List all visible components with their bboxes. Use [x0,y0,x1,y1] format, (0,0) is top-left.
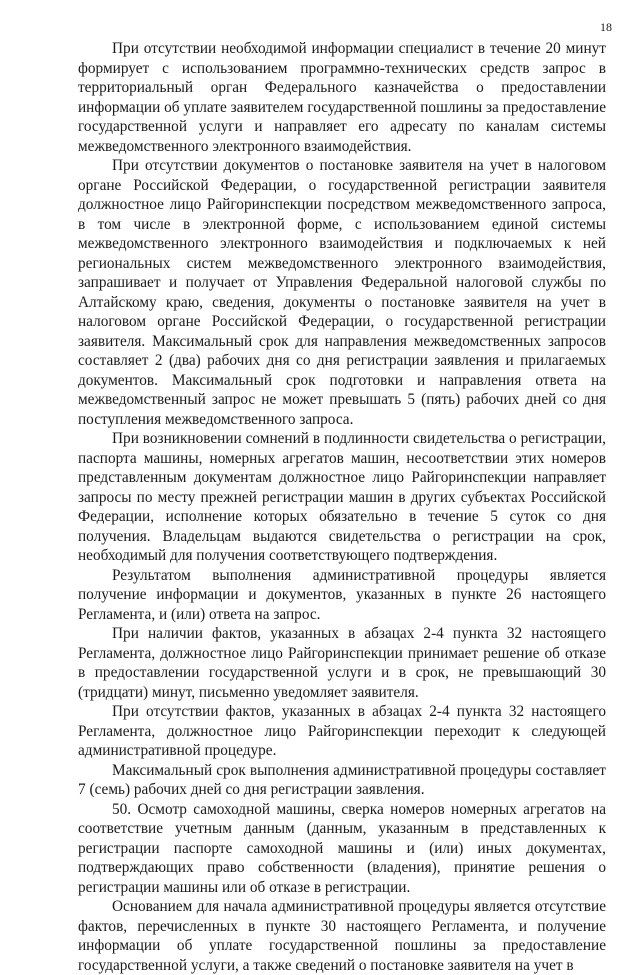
paragraph-max-duration: Максимальный срок выполнения административной процедуры составляет 7 (семь) рабочих дней со дня регистрации заявления. [78,761,606,798]
paragraph-tax-registration-request: При отсутствии документов о постановке заявителя на учет в налоговом органе Российской Федерации, о государственной регистрации заявителя должностное лицо Райгоринспекции посредством межведомственного запроса, в том числе в электронной форме, с использованием единой системы межведомственного электронного взаимодействия и подключаемых к ней региональных систем межведомственного электронного взаимодействия, запрашивает и получает от Управления Федеральной налоговой службы по Алтайскому краю, сведения, документы о постановке заявителя на учет в налоговом органе Российской Федерации, о государственной регистрации заявителя. Максимальный срок для направления межведомственных запросов составляет 2 (два) рабочих дня со дня регистрации заявления и прилагаемых документов. Максимальный срок подготовки и направления ответа на межведомственный запрос не может превышать 5 (пять) рабочих дней со дня поступления межведомственного запроса. [78,157,606,428]
paragraph-procedure-result: Результатом выполнения административной процедуры является получение информации и документов, указанных в пункте 26 настоящего Регламента, и (или) ответа на запрос. [78,566,606,623]
document-body [78,39,606,975]
paragraph-refusal-decision: При наличии фактов, указанных в абзацах 2-4 пункта 32 настоящего Регламента, должностное лицо Райгоринспекции принимает решение об отказе в предоставлении государственной услуги и в срок, не превышающий 30 (тридцати) минут, письменно уведомляет заявителя. [78,625,606,701]
page-number: 18 [600,20,612,34]
paragraph-authenticity-doubts: При возникновении сомнений в подлинности свидетельства о регистрации, паспорта машины, номерных агрегатов машин, несоответствии этих номеров представленным документам должностное лицо Райгоринспекции направляет запросы по месту прежней регистрации машин в других субъектах Российской Федерации, исполнение которых обязательно в течение 5 суток со дня получения. Владельцам выдаются свидетельства о регистрации на срок, необходимый для получения соответствующего подтверждения. [78,430,606,564]
paragraph-treasury-request: При отсутствии необходимой информации специалист в течение 20 минут формирует с использованием программно-технических средств запрос в территориальный орган Федерального казначейства о предоставлении информации об уплате заявителем государственной пошлины за предоставление государственной услуги и направляет его адресату по каналам системы межведомственного электронного взаимодействия. [78,40,606,155]
paragraph-next-procedure: При отсутствии фактов, указанных в абзацах 2-4 пункта 32 настоящего Регламента, должностное лицо Райгоринспекции переходит к следующей административной процедуре. [78,703,606,759]
paragraph-procedure-basis: Основанием для начала административной процедуры является отсутствие фактов, перечисленных в пункте 30 настоящего Регламента, и получение информации об уплате государственной пошлины за предоставление государственной услуги, а также сведений о постановке заявителя на учет в [78,898,606,974]
paragraph-item-50: 50. Осмотр самоходной машины, сверка номеров номерных агрегатов на соответствие учетным данным (данным, указанным в представленных к регистрации паспорте самоходной машины и (или) иных документах, подтверждающих право собственности (владения), принятие решения о регистрации машины или об отказе в регистрации. [78,800,606,896]
